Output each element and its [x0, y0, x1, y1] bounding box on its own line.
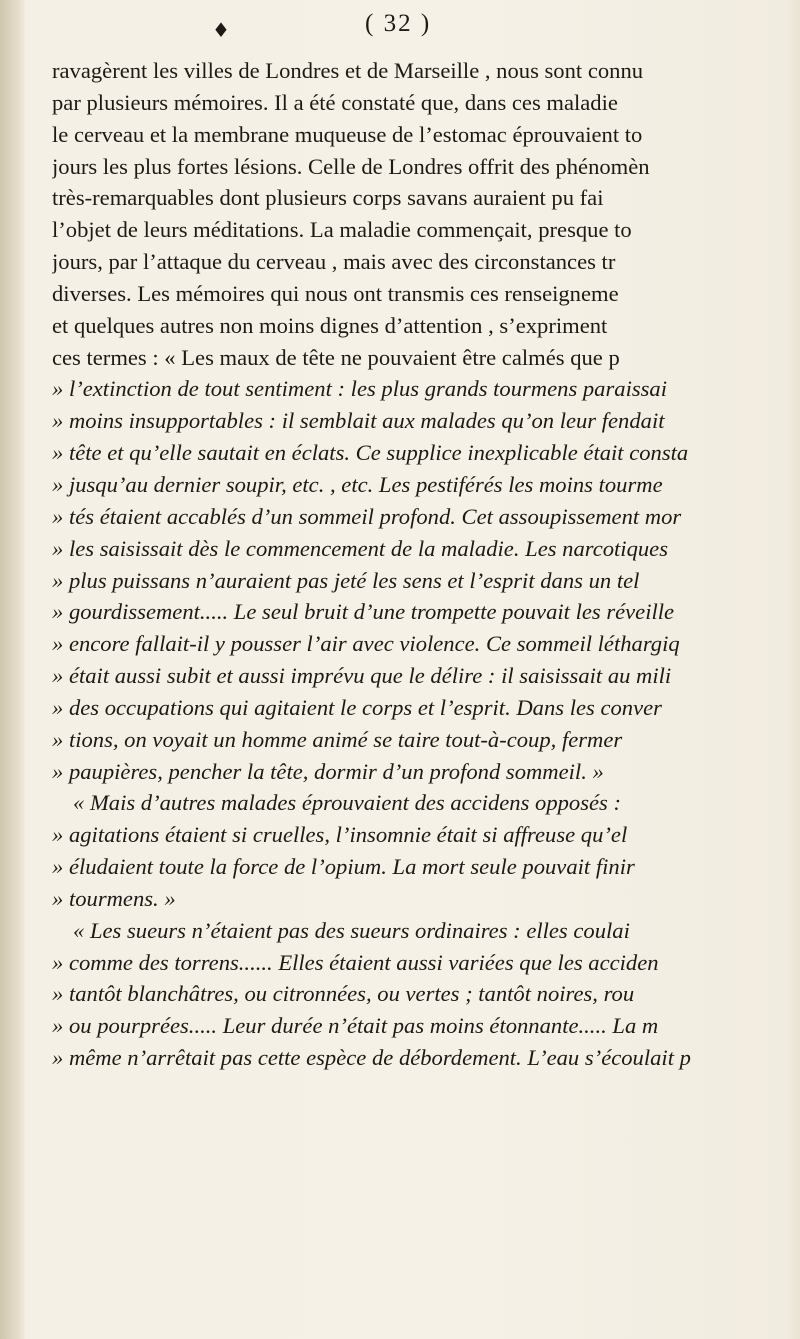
quote-line: » paupières, pencher la tête, dormir d’un profond sommeil. »: [52, 758, 604, 784]
text-line: par plusieurs mémoires. Il a été constaté que, dans ces maladie: [52, 89, 618, 115]
quote-line: » tantôt blanchâtres, ou citronnées, ou vertes ; tantôt noires, rou: [52, 981, 635, 1007]
text-line: et quelques autres non moins dignes d’attention , s’expriment: [52, 312, 608, 338]
quote-line: » gourdissement..... Le seul bruit d’une trompette pouvait les réveille: [52, 599, 675, 625]
quote-line: » l’extinction de tout sentiment : les plus grands tourmens paraissai: [52, 376, 668, 402]
quote-line: » tourmens. »: [52, 885, 176, 911]
quote-line: » agitations étaient si cruelles, l’insomnie était si affreuse qu’el: [52, 822, 628, 848]
quote-line: » encore fallait-il y pousser l’air avec violence. Ce sommeil léthargiq: [52, 631, 680, 657]
text-line: très-remarquables dont plusieurs corps savans auraient pu fai: [52, 185, 604, 211]
quote-line: » tête et qu’elle sautait en éclats. Ce supplice inexplicable était consta: [52, 440, 689, 466]
quote-line: » des occupations qui agitaient le corps et l’esprit. Dans les conver: [52, 694, 662, 720]
quote-line: » éludaient toute la force de l’opium. La mort seule pouvait finir: [52, 854, 635, 880]
text-line: jours, par l’attaque du cerveau , mais avec des circonstances tr: [52, 249, 616, 275]
binding-gutter-shadow: [0, 0, 26, 1339]
quote-line: » tés étaient accablés d’un sommeil profond. Cet assoupissement mor: [52, 503, 682, 529]
quote-line: » même n’arrêtait pas cette espèce de débordement. L’eau s’écoulait p: [52, 1045, 691, 1071]
quote-line: » moins insupportables : il semblait aux malades qu’on leur fendait: [52, 408, 665, 434]
page-number: ( 32 ): [365, 10, 432, 37]
quote-line: » était aussi subit et aussi imprévu que le délire : il saisissait au mili: [52, 663, 672, 689]
page-header: [0, 6, 800, 46]
quote-line: « Les sueurs n’étaient pas des sueurs ordinaires : elles coulai: [73, 917, 630, 943]
quote-line: » ou pourprées..... Leur durée n’était pas moins étonnante..... La m: [52, 1013, 659, 1039]
quote-line: » plus puissans n’auraient pas jeté les sens et l’esprit dans un tel: [52, 567, 640, 593]
text-line: l’objet de leurs méditations. La maladie commençait, presque to: [52, 217, 632, 243]
text-line: jours les plus fortes lésions. Celle de Londres offrit des phénomèn: [52, 153, 650, 179]
text-line: diverses. Les mémoires qui nous ont transmis ces renseigneme: [52, 280, 619, 306]
quote-line: » comme des torrens...... Elles étaient aussi variées que les acciden: [52, 949, 659, 975]
quote-line: » les saisissait dès le commencement de la maladie. Les narcotiques: [52, 535, 668, 561]
page-edge-shadow: [786, 0, 800, 1339]
quote-line: » jusqu’au dernier soupir, etc. , etc. Les pestiférés les moins tourme: [52, 471, 663, 497]
printer-mark: ♦: [212, 18, 230, 42]
quote-line: » tions, on voyait un homme animé se taire tout-à-coup, fermer: [52, 726, 623, 752]
text-line: ces termes : « Les maux de tête ne pouvaient être calmés que p: [52, 344, 620, 370]
body-text: [52, 55, 800, 1074]
text-line: le cerveau et la membrane muqueuse de l’estomac éprouvaient to: [52, 121, 643, 147]
text-line: ravagèrent les villes de Londres et de Marseille , nous sont connu: [52, 58, 644, 83]
quote-line: « Mais d’autres malades éprouvaient des accidens opposés :: [73, 790, 622, 816]
